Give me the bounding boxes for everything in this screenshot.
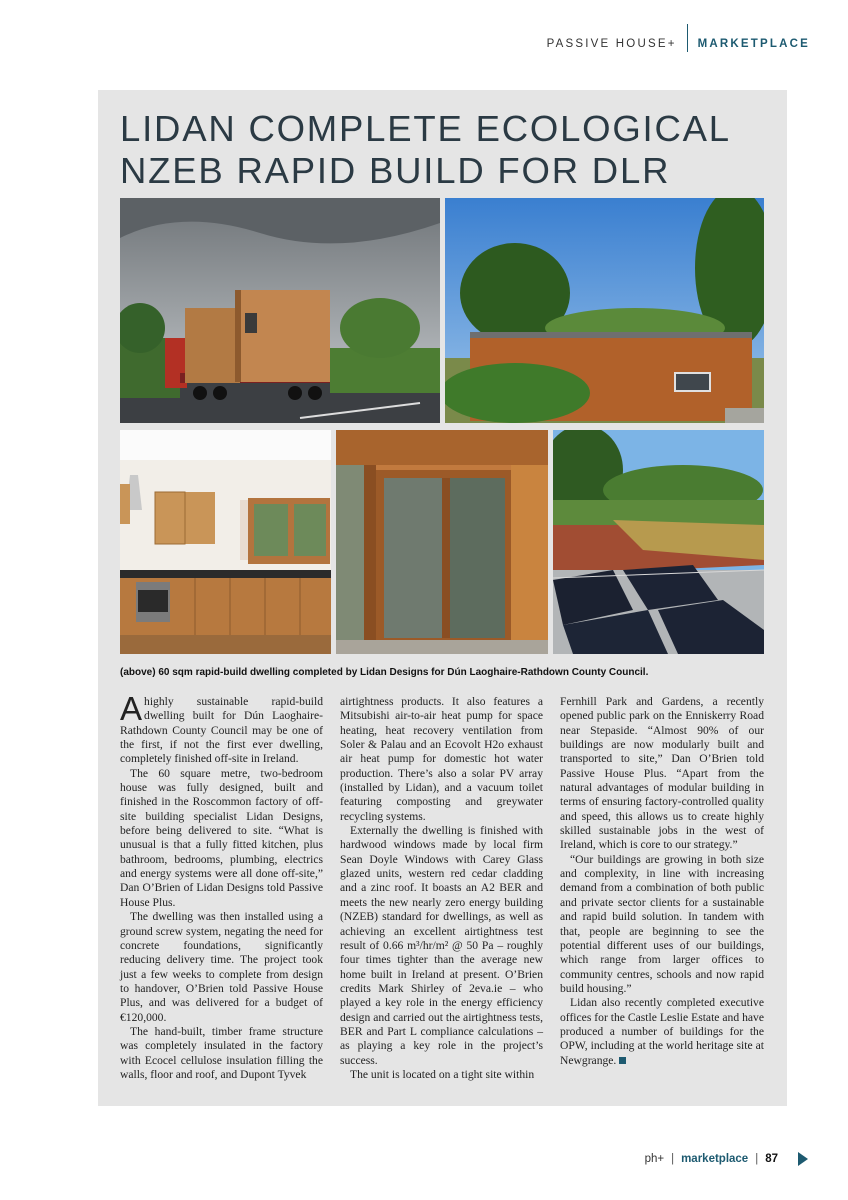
photo-modules-on-truck (120, 198, 440, 423)
headline-line-2: NZEB RAPID BUILD FOR DLR (120, 150, 671, 191)
text-column-1 (120, 690, 323, 1082)
body-paragraph: The 60 square metre, two-bedroom house was fully designed, built and finished in the Roscommon factory of off-site building specialist Lidan Designs, before being delivered to site. “What is unusual is that a fully fitted kitchen, plus bathroom, bedrooms, plumbing, electrics and energy systems were all done off-site,” Dan O’Brien of Lidan Designs told Passive House Plus. (120, 766, 323, 909)
photo-kitchen-interior (120, 430, 331, 654)
photo-caption: (above) 60 sqm rapid-build dwelling completed by Lidan Designs for Dún Laoghaire-Rathdown County Council. (120, 667, 649, 678)
magazine-name: PASSIVE HOUSE+ (546, 38, 677, 50)
body-paragraph: Fernhill Park and Gardens, a recently opened public park on the Enniskerry Road near Stepaside. “Almost 90% of our buildings are now modularly built and transported to site,” Dan O’Brien told Passive House Plus. “Apart from the natural advantages of modular building in terms of ensuring factory-controlled quality and speed, this allows us to create highly skilled sustainable jobs in the west of Ireland, which is core to our strategy.” (560, 695, 764, 852)
running-head (547, 30, 810, 58)
text-column-2 (340, 695, 543, 1082)
folio-separator: | (755, 1153, 759, 1165)
intro-text: highly sustainable rapid-build dwelling built for Dún Laoghaire-Rathdown County Council may be one of the first, if not the first ever dwelling, completely finished off-site in Ireland. (120, 695, 323, 766)
body-paragraph: The hand-built, timber frame structure was completely insulated in the factory with Ecocel cellulose insulation filling the walls, floor and roof, and Dupont Tyvek (120, 1024, 323, 1081)
folio-separator: | (671, 1153, 675, 1165)
folio-section: marketplace (681, 1153, 749, 1165)
page-number: 87 (765, 1153, 778, 1165)
body-paragraph: The dwelling was then installed using a ground screw system, negating the need for concrete foundations, significantly reducing delivery time. The project took just a few weeks to complete from design to handover, O’Brien told Passive House Plus, and was delivered for a budget of €120,000. (120, 910, 323, 1024)
end-mark-icon (619, 1057, 626, 1064)
closing-text: Lidan also recently completed executive offices for the Castle Leslie Estate and have produced a number of buildings for the OPW, including at the world heritage site at Newgrange. (560, 996, 764, 1067)
header-divider (687, 24, 688, 52)
article-headline (120, 108, 770, 192)
folio-magazine: ph+ (644, 1153, 665, 1165)
photo-dwelling-exterior (445, 198, 764, 423)
body-paragraph: airtightness products. It also features a Mitsubishi air-to-air heat pump for space heating, heat recovery ventilation from Soler & Palau and an Ecovolt H2o exhaust air heat pump for domestic hot water production. There’s also a solar PV array (installed by Lidan), and a vacuum toilet featuring composting and greywater recycling systems. (340, 695, 543, 823)
closing-paragraph (560, 996, 764, 1068)
article-panel (98, 90, 787, 1106)
body-paragraph: Externally the dwelling is finished with hardwood windows made by local firm Sean Doyle Windows with Carey Glass glazed units, western red cedar cladding and a zinc roof. It boasts an A2 BER and meets the new nearly zero energy building (NZEB) standard for dwellings, as well as achieving an excellent airtightness test result of 0.66 m³/hr/m² @ 50 Pa – roughly four times tighter than the average new home built in Ireland at present. O’Brien credits Mark Shirley of 2eva.ie – who played a key role in the energy efficiency design and carried out the airtightness tests, BER and Part L compliance calculations – as playing a key role in the project’s success. (340, 824, 543, 1067)
photo-solar-pv-roof (553, 430, 764, 654)
intro-paragraph (120, 690, 323, 767)
drop-cap: A (120, 690, 143, 727)
section-name: MARKETPLACE (697, 38, 810, 50)
body-paragraph: “Our buildings are growing in both size and complexity, in line with increasing demand from a combination of both public and private sector clients for a sustainable and rapid build solution. In tandem with that, people are beginning to see the potential different uses of our buildings, which range from larger offices to community centres, schools and now rapid build housing.” (560, 852, 764, 995)
body-paragraph: The unit is located on a tight site within (350, 1067, 535, 1081)
next-page-arrow-icon[interactable] (798, 1152, 808, 1166)
text-column-3 (560, 695, 764, 1068)
page-folio (645, 1152, 808, 1166)
headline-line-1: LIDAN COMPLETE ECOLOGICAL (120, 108, 731, 149)
photo-cedar-sliding-doors (336, 430, 548, 654)
